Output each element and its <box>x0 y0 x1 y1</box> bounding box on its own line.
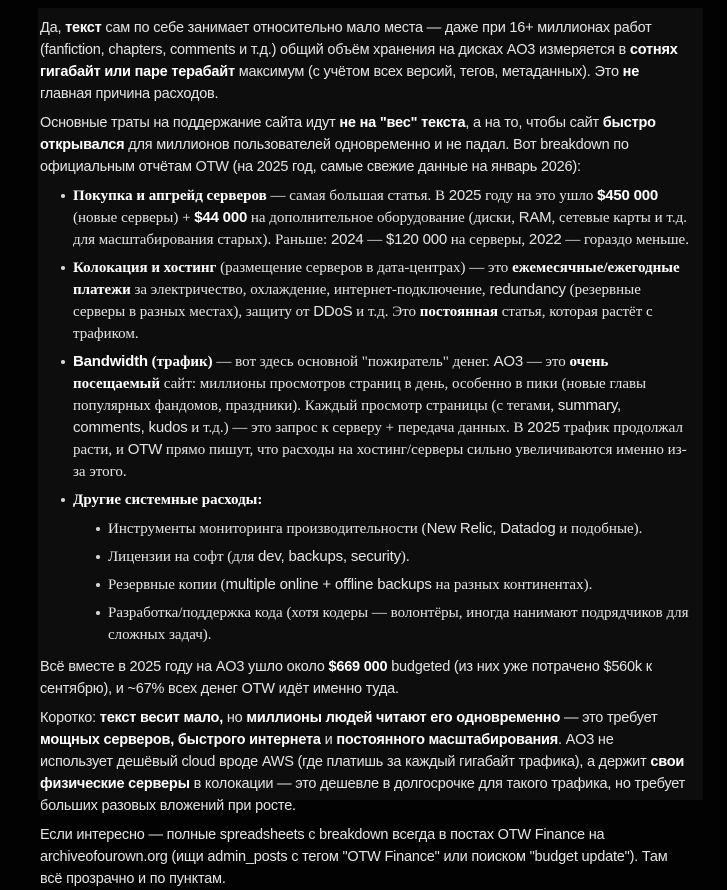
bold-text: Покупка и апгрейд серверов <box>73 188 267 204</box>
sub-bullet-item: Инструменты мониторинга производительности (New Relic, Datadog и подобные). <box>108 518 690 540</box>
bold-text: мощных серверов, быстрого интернета <box>40 732 321 748</box>
sub-bullet-list <box>73 518 690 646</box>
bold-text: не <box>622 64 640 80</box>
latin-text: OTW <box>127 441 163 458</box>
latin-text: 2025 <box>527 419 560 436</box>
bold-text: постоянная <box>419 304 498 320</box>
sub-bullet-item: Разработка/поддержка кода (хотя кодеры — волонтёры, иногда нанимают подрядчиков для сложных задач). <box>108 602 690 646</box>
paragraph: Да, текст сам по себе занимает относительно мало места — даже при 16+ миллионах работ (fanfiction, chapters, comments и т.д.) общий объём хранения на дисках AO3 измеряется в сотнях гигабайт или паре терабайт максимум (с учётом всех версий, тегов, метаданных). Это не главная причина расходов. <box>40 20 678 102</box>
latin-text: Bandwidth <box>73 353 148 370</box>
bullet-list <box>40 185 690 646</box>
bold-text: быстро открывался <box>40 115 656 153</box>
chat-message-panel <box>38 8 703 887</box>
latin-text: dev, backups, security <box>258 548 401 565</box>
latin-text: RAM <box>518 209 552 226</box>
bold-text: миллионы людей читают его одновременно <box>246 710 561 726</box>
bullet-item: Bandwidth (трафик) — вот здесь основной "пожиратель" денег. AO3 — это очень посещаемый сайт: миллионы просмотров страниц в день, особенно в пики (новые главы популярных фандомов, праздники). Каждый просмотр страницы (с тегами, summary, comments, kudos и т.д.) — это запрос к серверу + передача данных. В 2025 трафик продолжал расти, и OTW прямо пишут, что расходы на хостинг/серверы сильно увеличиваются именно из-за этого. <box>73 351 690 483</box>
paragraph: Если интересно — полные spreadsheets с breakdown всегда в постах OTW Finance на archiveofourown.org (ищи admin_posts с тегом "OTW Finance" или поиском "budget update"). Там всё прозрачно и по пунктам. <box>40 827 668 887</box>
latin-text: $450 000 <box>597 187 659 204</box>
bullet-item <box>73 489 690 646</box>
paragraph: Всё вместе в 2025 году на AO3 ушло около $669 000 budgeted (из них уже потрачено $560k к сентябрю), и ~67% всех денег OTW идёт именно туда. <box>40 659 652 697</box>
latin-text: $44 000 <box>194 209 248 226</box>
paragraph: Основные траты на поддержание сайта идут не на "вес" текста, а на то, чтобы сайт быстро открывался для миллионов пользователей одновременно и не падал. Вот breakdown по официальным отчётам OTW (на 2025 год, самые свежие данные на январь 2026): <box>40 115 656 175</box>
latin-text: DDoS <box>313 303 353 320</box>
latin-text: 2024 <box>330 231 364 248</box>
sub-bullet-item: Резервные копии (multiple online + offline backups на разных континентах). <box>108 574 690 596</box>
bold-text: текст весит мало, <box>99 710 224 726</box>
latin-text: $120 000 <box>386 231 447 248</box>
bold-text: Bandwidth (трафик) <box>73 353 213 370</box>
bold-text: свои физические серверы <box>40 754 685 792</box>
bold-text <box>194 210 247 226</box>
bold-text: Другие системные расходы: <box>73 492 263 508</box>
bold-text: не на "вес" текста <box>339 115 466 131</box>
bold-text <box>597 188 658 204</box>
latin-text: AO3 <box>493 353 523 370</box>
bold-text: постоянного масштабирования <box>336 732 558 748</box>
latin-text: multiple online + offline backups <box>225 576 432 593</box>
bold-text: ежемесячные/ежегодные платежи <box>73 260 680 298</box>
bold-text: очень посещаемый <box>73 354 609 392</box>
latin-text: New Relic, Datadog <box>426 520 556 537</box>
paragraph: Коротко: текст весит мало, но миллионы людей читают его одновременно — это требует мощных серверов, быстрого интернета и постоянного масштабирования. AO3 не использует дешёвый cloud вроде AWS (где платишь за каждый гигабайт трафика), а держит свои физические серверы в колокации — это дешевле в долгосрочке для такого трафика, но требует больших разовых вложений при росте. <box>40 710 686 814</box>
bullet-item: Покупка и апгрейд серверов — самая большая статья. В 2025 году на это ушло $450 000 (новые серверы) + $44 000 на дополнительное оборудование (диски, RAM, сетевые карты и т.д. для масштабирования старых). Раньше: 2024 — $120 000 на серверы, 2022 — гораздо меньше. <box>73 185 690 251</box>
bold-text: сотнях гигабайт или паре терабайт <box>40 42 678 80</box>
bold-text: текст <box>65 20 102 36</box>
latin-text: summary, comments, kudos <box>73 397 621 436</box>
bullet-item: Колокация и хостинг (размещение серверов в дата-центрах) — это ежемесячные/ежегодные платежи за электричество, охлаждение, интернет-подключение, redundancy (резервные серверы в разных местах), защиту от DDoS и т.д. Это постоянная статья, которая растёт с трафиком. <box>73 257 690 345</box>
bold-text: $669 000 <box>328 659 388 675</box>
sub-bullet-item: Лицензии на софт (для dev, backups, security). <box>108 546 690 568</box>
message-body <box>40 17 690 890</box>
bold-text: Колокация и хостинг <box>73 260 217 276</box>
latin-text: redundancy <box>489 281 566 298</box>
latin-text: 2022 <box>528 231 562 248</box>
latin-text: 2025 <box>448 187 482 204</box>
